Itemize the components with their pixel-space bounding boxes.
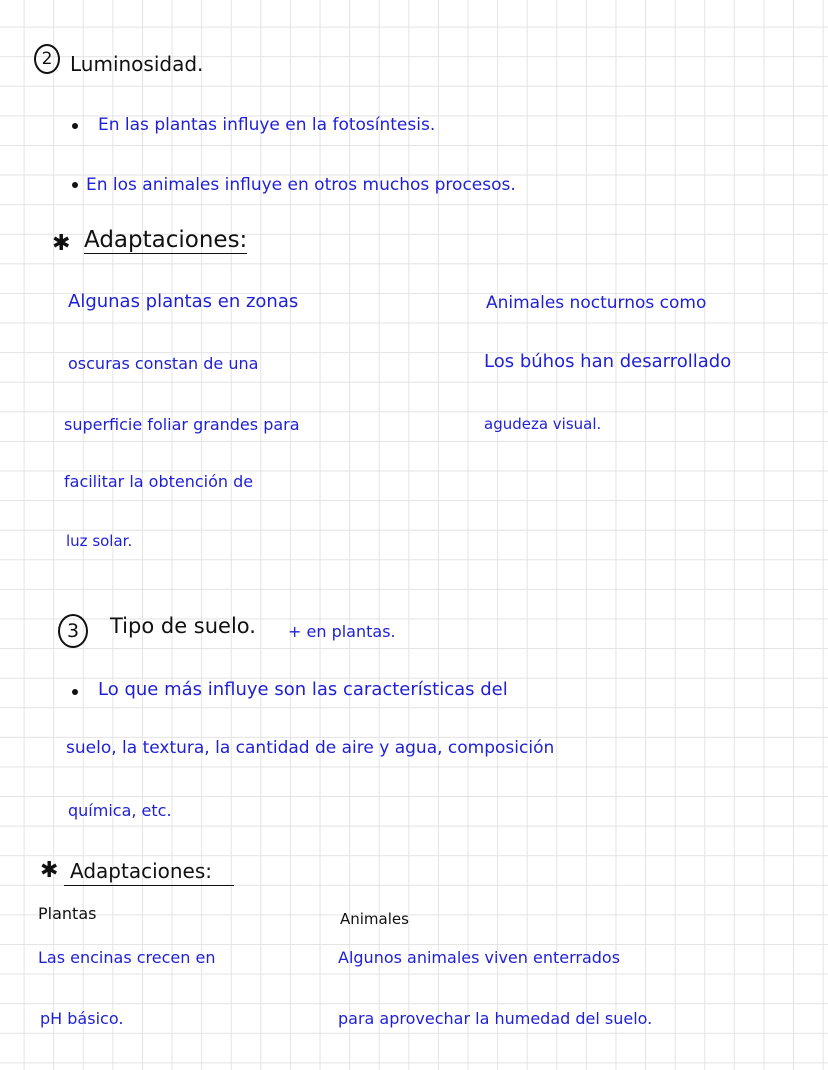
bullet-text: En las plantas influye en la fotosíntesis. — [98, 115, 436, 135]
asterisk-icon: ✱ — [52, 231, 71, 256]
bullet-text: En los animales influye en otros muchos procesos. — [86, 175, 516, 195]
plants-text-line: luz solar. — [66, 532, 133, 550]
bullet-text: química, etc. — [68, 801, 172, 820]
plants-text-line: superficie foliar grandes para — [64, 415, 300, 434]
bullet-dot — [72, 689, 78, 695]
bullet-text: suelo, la textura, la cantidad de aire y agua, composición — [66, 738, 555, 758]
bullet-text: Lo que más influye son las características del — [98, 679, 508, 700]
section-number: 3 — [66, 620, 80, 642]
section-number: 2 — [41, 49, 53, 69]
section-title-note: + en plantas. — [288, 622, 396, 641]
heading-underline — [64, 885, 234, 886]
bullet-dot — [72, 123, 78, 129]
animals-text-line: agudeza visual. — [484, 415, 602, 433]
plants-text-line: oscuras constan de una — [68, 354, 259, 373]
animals-text-line: para aprovechar la humedad del suelo. — [338, 1009, 653, 1028]
adaptations-heading: Adaptaciones: — [70, 859, 213, 883]
plants-text-line: Algunas plantas en zonas — [68, 291, 299, 312]
animals-text-line: Animales nocturnos como — [486, 293, 707, 313]
section-title: Luminosidad. — [70, 52, 204, 76]
plants-text-line: Las encinas crecen en — [38, 948, 216, 967]
adaptations-heading: Adaptaciones: — [84, 227, 248, 253]
plants-text-line: facilitar la obtención de — [64, 472, 254, 491]
section-title: Tipo de suelo. — [110, 614, 256, 638]
plants-text-line: pH básico. — [40, 1009, 124, 1028]
plants-label: Plantas — [38, 904, 97, 923]
animals-label: Animales — [340, 910, 409, 928]
section-number-badge — [34, 44, 60, 74]
bullet-dot — [72, 182, 78, 188]
animals-text-line: Los búhos han desarrollado — [484, 351, 732, 372]
asterisk-icon: ✱ — [40, 858, 59, 883]
animals-text-line: Algunos animales viven enterrados — [338, 948, 621, 967]
section-number-badge — [58, 614, 88, 648]
